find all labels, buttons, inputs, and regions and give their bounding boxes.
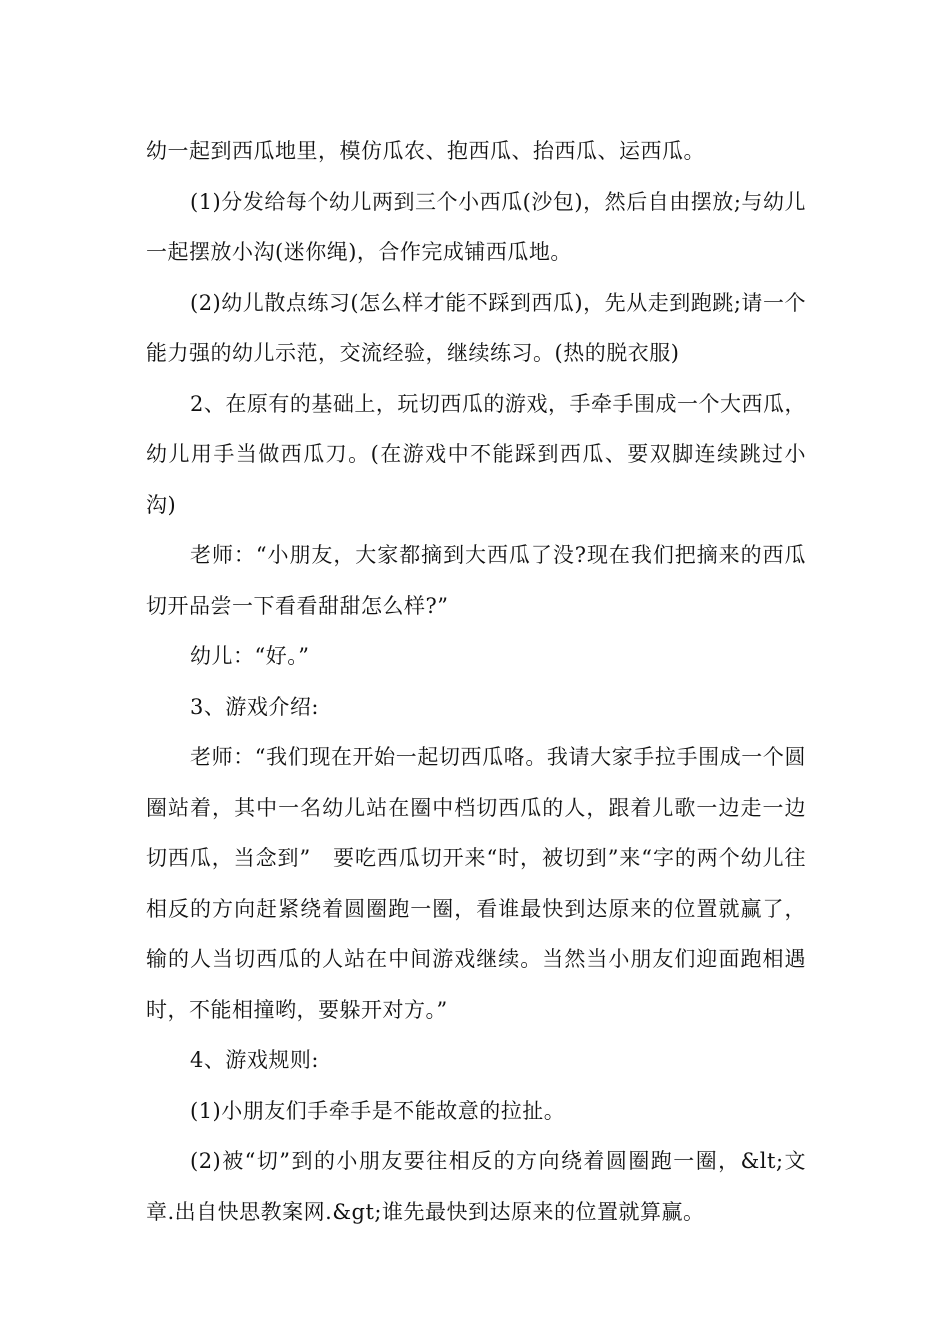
paragraph: 老师：“我们现在开始一起切西瓜咯。我请大家手拉手围成一个圆圈站着，其中一名幼儿站在圈中档切西瓜的人，跟着儿歌一边走一边切西瓜，当念到” 要吃西瓜切开来“时，被切到”来“字的两个幼儿往相反的方向赶紧绕着圆圈跑一圈，看谁最快到达原来的位置就赢了，输的人当切西瓜的人站在中间游戏继续。当然当小朋友们迎面跑相遇时，不能相撞哟，要躲开对方。” bbox=[146, 745, 806, 1022]
paragraph: (1)分发给每个幼儿两到三个小西瓜(沙包)，然后自由摆放;与幼儿一起摆放小沟(迷你绳)，合作完成铺西瓜地。 bbox=[146, 189, 806, 264]
paragraph: (1)小朋友们手牵手是不能故意的拉扯。 bbox=[190, 1098, 566, 1123]
paragraph: 3、游戏介绍: bbox=[190, 694, 319, 719]
document-body bbox=[146, 126, 806, 1237]
paragraph: 老师：“小朋友，大家都摘到大西瓜了没?现在我们把摘来的西瓜切开品尝一下看看甜甜怎么样?” bbox=[146, 543, 806, 618]
paragraph: 幼一起到西瓜地里，模仿瓜农、抱西瓜、抬西瓜、运西瓜。 bbox=[146, 139, 705, 163]
paragraph: 幼儿：“好。” bbox=[190, 644, 310, 668]
paragraph: (2)被“切”到的小朋友要往相反的方向绕着圆圈跑一圈，&lt;文章.出自快思教案网.&gt;谁先最快到达原来的位置就算赢。 bbox=[146, 1149, 806, 1224]
paragraph: (2)幼儿散点练习(怎么样才能不踩到西瓜)，先从走到跑跳;请一个能力强的幼儿示范，交流经验，继续练习。(热的脱衣服) bbox=[146, 290, 806, 365]
paragraph: 2、在原有的基础上，玩切西瓜的游戏，手牵手围成一个大西瓜，幼儿用手当做西瓜刀。(在游戏中不能踩到西瓜、要双脚连续跳过小沟) bbox=[146, 391, 806, 517]
paragraph: 4、游戏规则: bbox=[190, 1048, 319, 1072]
